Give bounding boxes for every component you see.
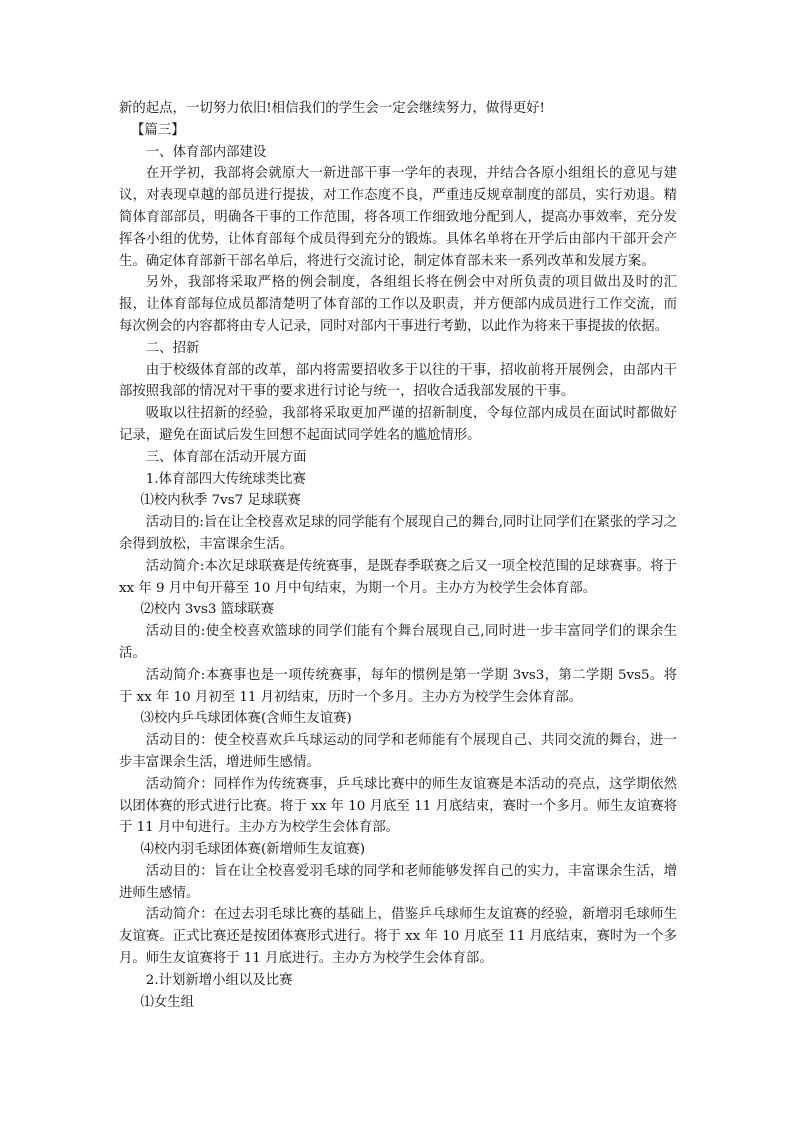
item-heading: ⑴校内秋季 7vs7 足球联赛 — [140, 493, 301, 509]
item-heading: ⑷校内羽毛球团体赛(新增师生友谊赛) — [140, 842, 366, 858]
section-label: 【篇三】 — [131, 122, 185, 138]
paragraph: 活动目的:旨在让全校喜欢足球的同学能有个展现自己的舞台,同时让同学们在紧张的学习之余得到放松，丰富课余生活。 — [119, 515, 677, 552]
section-heading: 三、体育部在活动开展方面 — [145, 449, 307, 465]
paragraph: 吸取以往招新的经验，我部将采取更加严谨的招新制度，令每位部内成员在面试时都做好记录，避免在面试后发生回想不起面试同学姓名的尴尬情形。 — [119, 406, 677, 443]
paragraph: 由于校级体育部的改革，部内将需要招收多于以往的干事，招收前将开展例会，由部内干部按照我部的情况对干事的要求进行讨论与统一，招收合适我部发展的干事。 — [119, 362, 677, 400]
document-page — [119, 98, 677, 1013]
paragraph: 活动简介：在过去羽毛球比赛的基础上，借鉴乒乓球师生友谊赛的经验，新增羽毛球师生友谊赛。正式比赛还是按团体赛形式进行。将于 xx 年 10 月底至 11 月底结束，赛时为一个多月。师生友谊赛将于 11 月底进行。主办方为校学生会体育部。 — [119, 907, 677, 967]
subsection-heading: 1.体育部四大传统球类比赛 — [145, 471, 306, 487]
item-heading: ⑵校内 3vs3 篮球联赛 — [140, 602, 275, 618]
paragraph: 新的起点，一切努力依旧!相信我们的学生会一定会继续努力，做得更好! — [119, 101, 545, 116]
paragraph: 活动目的：旨在让全校喜爱羽毛球的同学和老师能够发挥自己的实力，丰富课余生活，增进师生感情。 — [119, 863, 677, 901]
paragraph: 活动简介：同样作为传统赛事，乒乓球比赛中的师生友谊赛是本活动的亮点，这学期依然以团体赛的形式进行比赛。将于 xx 年 10 月底至 11 月底结束，赛时一个多月。师生友谊赛将于 11 月中旬进行。主办方为校学生会体育部。 — [119, 776, 677, 836]
item-heading: ⑴女生组 — [140, 994, 194, 1010]
paragraph: 活动简介:本赛事也是一项传统赛事，每年的惯例是第一学期 3vs3，第二学期 5vs5。将于 xx 年 10 月初至 11 月初结束，历时一个多月。主办方为校学生会体育部。 — [119, 667, 677, 705]
paragraph: 活动目的：使全校喜欢乒乓球运动的同学和老师能有个展现自己、共同交流的舞台，进一步丰富课余生活，增进师生感情。 — [119, 733, 677, 770]
section-heading: 二、招新 — [145, 340, 200, 356]
paragraph: 活动简介:本次足球联赛是传统赛事，是既春季联赛之后又一项全校范围的足球赛事。将于 xx 年 9 月中旬开幕至 10 月中旬结束，为期一个月。主办方为校学生会体育部。 — [119, 558, 677, 596]
paragraph: 活动目的:使全校喜欢篮球的同学们能有个舞台展现自己,同时进一步丰富同学们的课余生活。 — [119, 624, 677, 661]
paragraph: 在开学初，我部将会就原大一新进部干事一学年的表现，并结合各原小组组长的意见与建议，对表现卓越的部员进行提拔，对工作态度不良，严重违反规章制度的部员，实行劝退。精简体育部部员，明确各干事的工作范围，将各项工作细致地分配到人，提高办事效率，充分发挥各小组的优势，让体育部每个成员得到充分的锻炼。具体名单将在开学后由部内干部开会产生。确定体育部新干部名单后，将进行交流讨论，制定体育部未来一系列改革和发展方案。 — [119, 166, 677, 269]
paragraph: 另外，我部将采取严格的例会制度，各组组长将在例会中对所负责的项目做出及时的汇报，让体育部每位成员都清楚明了体育部的工作以及职责，并方便部内成员进行工作交流，而每次例会的内容都将由专人记录，同时对部内干事进行考勤，以此作为将来干事提拔的依据。 — [119, 275, 677, 334]
subsection-heading: 2.计划新增小组以及比赛 — [145, 972, 293, 988]
item-heading: ⑶校内乒乓球团体赛(含师生友谊赛) — [140, 711, 352, 727]
section-heading: 一、体育部内部建设 — [145, 144, 267, 160]
